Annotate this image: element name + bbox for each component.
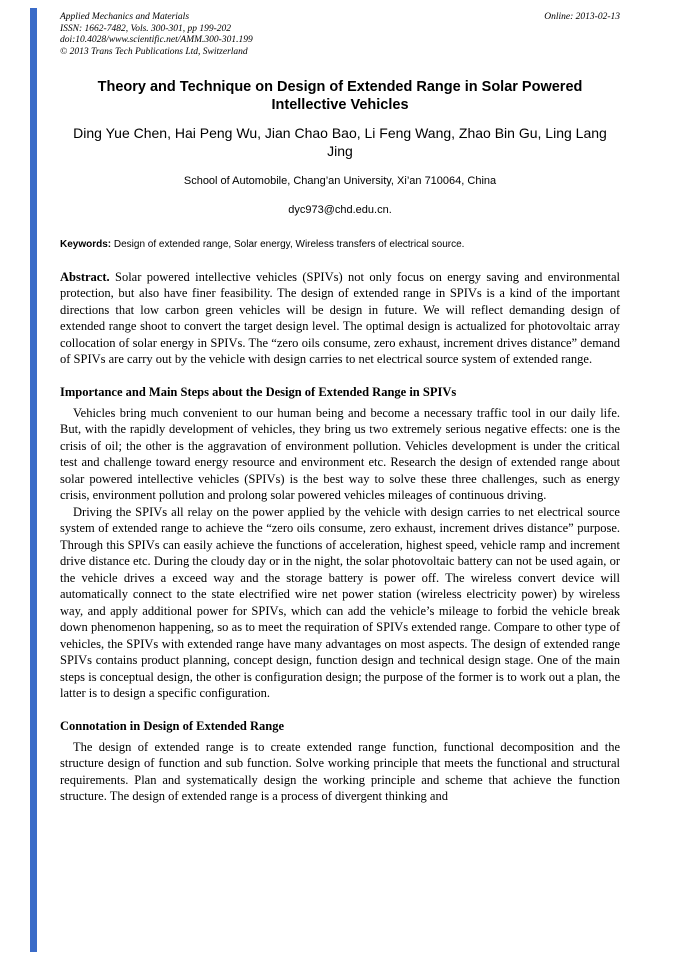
abstract-label: Abstract. bbox=[60, 269, 110, 284]
keywords-line bbox=[60, 239, 620, 250]
doi-line: doi:10.4028/www.scientific.net/AMM.300-301.199 bbox=[60, 35, 253, 46]
body-paragraph: The design of extended range is to create extended range function, functional decomposition and the structure design of function and sub function. Solve working principle that meets the functional and structural requirements. Plan and systematically design the working principle and scheme that achieve the function structure. The design of extended range is a process of divergent thinking and bbox=[60, 739, 620, 804]
keywords-text: Design of extended range, Solar energy, Wireless transfers of electrical source. bbox=[111, 238, 465, 250]
left-accent-bar bbox=[30, 8, 37, 952]
section-heading-importance: Importance and Main Steps about the Design of Extended Range in SPIVs bbox=[60, 384, 457, 399]
page-content bbox=[60, 12, 620, 805]
journal-header bbox=[60, 12, 620, 58]
abstract-paragraph bbox=[60, 269, 620, 368]
journal-header-left bbox=[60, 12, 253, 58]
keywords-label: Keywords: bbox=[60, 238, 112, 250]
journal-name: Applied Mechanics and Materials bbox=[60, 12, 190, 22]
abstract-text: Solar powered intellective vehicles (SPIVs) not only focus on energy saving and environmental protection, but also have finer feasibility. The design of extended range in SPIVs is a kind of the important directions that low carbon green vehicles will be design in future. We will reflect demanding design of extended range shoot to convert the target design level. The optimal design is actualized for photovoltaic array collocation of solar energy in SPIVs. The “zero oils consume, zero exhaust, increment drives distance” demand of SPIVs are carry out by the vehicle with design carries to net electrical source system of extended range. bbox=[60, 269, 620, 367]
body-paragraph: Vehicles bring much convenient to our human being and become a necessary traffic tool in our daily life. But, with the rapidly development of vehicles, they bring us two extremely serious negative effects: one is the crisis of oil; the other is the aggravation of environment pollution. Vehicles development is under the critical test and challenge toward energy resource and environment etc. Research the design of extended range about solar powered intellective vehicles (SPIVs) is the best way to solve these three challenges, such as energy crisis, environment pollution and prolong solar powered vehicles mileages of continuous driving. bbox=[60, 405, 620, 503]
online-date: Online: 2013-02-13 bbox=[544, 12, 620, 22]
copyright-line: © 2013 Trans Tech Publications Ltd, Switzerland bbox=[60, 46, 248, 57]
body-paragraph: Driving the SPIVs all relay on the power applied by the vehicle with design carries to net electrical source system of extended range to achieve the “zero oils consume, zero exhaust, increment drives distance” purpose. Through this SPIVs can easily achieve the functions of acceleration, highest speed, vehicle ramp and increment drive distance etc. During the cloudy day or in the night, the solar photovoltaic battery can not be used again, or the vehicle drives a exceed way and the storage battery is power off. The wireless convert device will automatically connect to the state electrified wire net power station (wireless electricity power) by wireless way, and apply additional power for SPIVs, which can add the vehicle’s mileage to forbid the vehicle break down phenomenon happening, so as to meet the requiration of SPIVs extended range. Compare to other type of vehicles, the SPIVs with extended range have many advantages on most aspects. The design of extended range SPIVs contains product planning, concept design, function design and technical design stage. One of the main steps is conceptual design, the other is configuration design; the purpose of the former is to work out a plan, the latter is to design a specific configuration. bbox=[60, 504, 620, 701]
affiliation: School of Automobile, Chang’an University, Xi’an 710064, China bbox=[183, 174, 497, 187]
paper-title: Theory and Technique on Design of Extended Range in Solar Powered Intellective Vehicles bbox=[97, 79, 583, 114]
email-address: dyc973@chd.edu.cn. bbox=[288, 203, 392, 216]
issn-line: ISSN: 1662-7482, Vols. 300-301, pp 199-202 bbox=[60, 23, 231, 34]
section-heading-connotation: Connotation in Design of Extended Range bbox=[60, 718, 284, 733]
author-list: Ding Yue Chen, Hai Peng Wu, Jian Chao Bao, Li Feng Wang, Zhao Bin Gu, Ling Lang Jing bbox=[73, 124, 607, 159]
